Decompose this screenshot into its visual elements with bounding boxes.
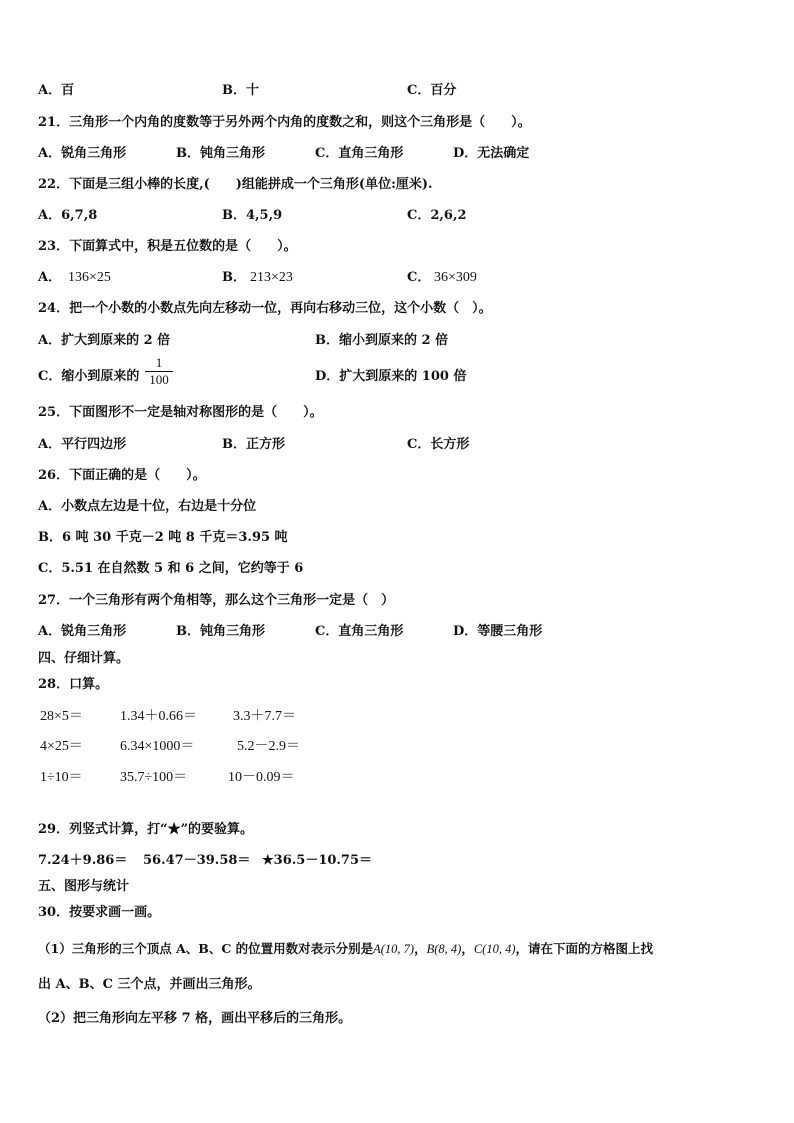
q23-option-c-expr: 36×309 <box>434 270 477 285</box>
q21-option-b: B．钝角三角形 <box>176 146 265 161</box>
q30-part1-line2: 出 A、B、C 三个点，并画出三角形。 <box>38 977 261 992</box>
q28-item: 28×5＝ <box>40 709 83 724</box>
q28-item: 1÷10＝ <box>40 770 83 785</box>
q23-option-a-label: A． <box>38 270 62 285</box>
q28-item: 10－0.09＝ <box>228 770 295 785</box>
q23-stem: 23．下面算式中，积是五位数的是（ ）。 <box>38 239 297 254</box>
q30-part2: （2）把三角形向左平移 7 格，画出平移后的三角形。 <box>38 1011 352 1026</box>
q24-option-b: B．缩小到原来的 2 倍 <box>315 333 449 348</box>
q26-option-b: B．6 吨 30 千克－2 吨 8 千克＝3.95 吨 <box>38 530 288 545</box>
q30-part1-line1 <box>38 941 653 957</box>
q28-item: 6.34×1000＝ <box>120 739 195 754</box>
q22-option-c: C．2,6,2 <box>407 208 467 223</box>
q28-stem: 28．口算。 <box>38 677 109 692</box>
q28-item: 35.7÷100＝ <box>120 770 188 785</box>
q28-item: 1.34＋0.66＝ <box>120 709 197 724</box>
q30-point-b: B(8, 4) <box>426 942 462 956</box>
q23-option-a-expr: 136×25 <box>68 270 111 285</box>
q21-option-d: D．无法确定 <box>453 146 530 161</box>
q26-option-c: C．5.51 在自然数 5 和 6 之间，它约等于 6 <box>38 561 304 576</box>
q27-option-a: A．锐角三角形 <box>38 624 127 639</box>
q20-option-c: C．百分 <box>407 83 457 98</box>
q24-fraction-numerator: 1 <box>155 355 163 370</box>
q29-stem: 29．列竖式计算，打“★”的要验算。 <box>38 822 254 837</box>
q23-option-b-label: B． <box>222 270 246 285</box>
q30-separator: ， <box>414 941 427 956</box>
q25-option-b: B．正方形 <box>222 437 285 452</box>
q26-stem: 26．下面正确的是（ ）。 <box>38 468 206 483</box>
section-5-heading: 五、图形与统计 <box>38 879 130 894</box>
q24-option-d: D．扩大到原来的 100 倍 <box>315 369 467 384</box>
q20-option-a: A．百 <box>38 83 75 98</box>
q21-option-a: A．锐角三角形 <box>38 146 127 161</box>
q21-option-c: C．直角三角形 <box>315 146 404 161</box>
q22-stem: 22．下面是三组小棒的长度,( )组能拼成一个三角形(单位:厘米). <box>38 177 433 192</box>
q24-option-a: A．扩大到原来的 2 倍 <box>38 333 171 348</box>
q24-stem: 24．把一个小数的小数点先向左移动一位，再向右移动三位，这个小数（ ）。 <box>38 301 492 316</box>
q29-item: ★36.5－10.75＝ <box>262 853 373 868</box>
q30-stem: 30．按要求画一画。 <box>38 905 161 920</box>
q25-stem: 25．下面图形不一定是轴对称图形的是（ ）。 <box>38 405 323 420</box>
q30-part1-tail: ，请在下面的方格图上找 <box>515 941 654 956</box>
q27-stem: 27．一个三角形有两个角相等，那么这个三角形一定是（ ） <box>38 593 395 608</box>
q30-part1-lead: （1）三角形的三个顶点 A、B、C 的位置用数对表示分别是 <box>38 941 374 956</box>
q28-item: 4×25＝ <box>40 739 83 754</box>
q28-item: 3.3＋7.7＝ <box>233 709 296 724</box>
section-4-heading: 四、仔细计算。 <box>38 651 130 666</box>
q27-option-b: B．钝角三角形 <box>176 624 265 639</box>
q22-option-a: A．6,7,8 <box>38 208 98 223</box>
q27-option-c: C．直角三角形 <box>315 624 404 639</box>
q30-point-a: A(10, 7) <box>373 942 415 956</box>
q30-separator: ， <box>461 941 474 956</box>
q30-point-c: C(10, 4) <box>473 942 516 956</box>
q25-option-c: C．长方形 <box>407 437 470 452</box>
q24-fraction-denominator: 100 <box>149 372 169 387</box>
q23-option-b-expr: 213×23 <box>250 270 293 285</box>
q29-item: 56.47－39.58＝ <box>143 853 251 868</box>
q24-option-c: C．缩小到原来的 <box>38 369 140 384</box>
q27-option-d: D．等腰三角形 <box>453 624 543 639</box>
q24-fraction <box>145 356 173 387</box>
q21-stem: 21．三角形一个内角的度数等于另外两个内角的度数之和，则这个三角形是（ ）。 <box>38 115 531 130</box>
q26-option-a: A．小数点左边是十位，右边是十分位 <box>38 499 257 514</box>
q29-item: 7.24＋9.86＝ <box>38 853 128 868</box>
q25-option-a: A．平行四边形 <box>38 437 127 452</box>
q22-option-b: B．4,5,9 <box>222 208 283 223</box>
q28-item: 5.2－2.9＝ <box>237 739 300 754</box>
q23-option-c-label: C． <box>407 270 431 285</box>
q20-option-b: B．十 <box>222 83 259 98</box>
